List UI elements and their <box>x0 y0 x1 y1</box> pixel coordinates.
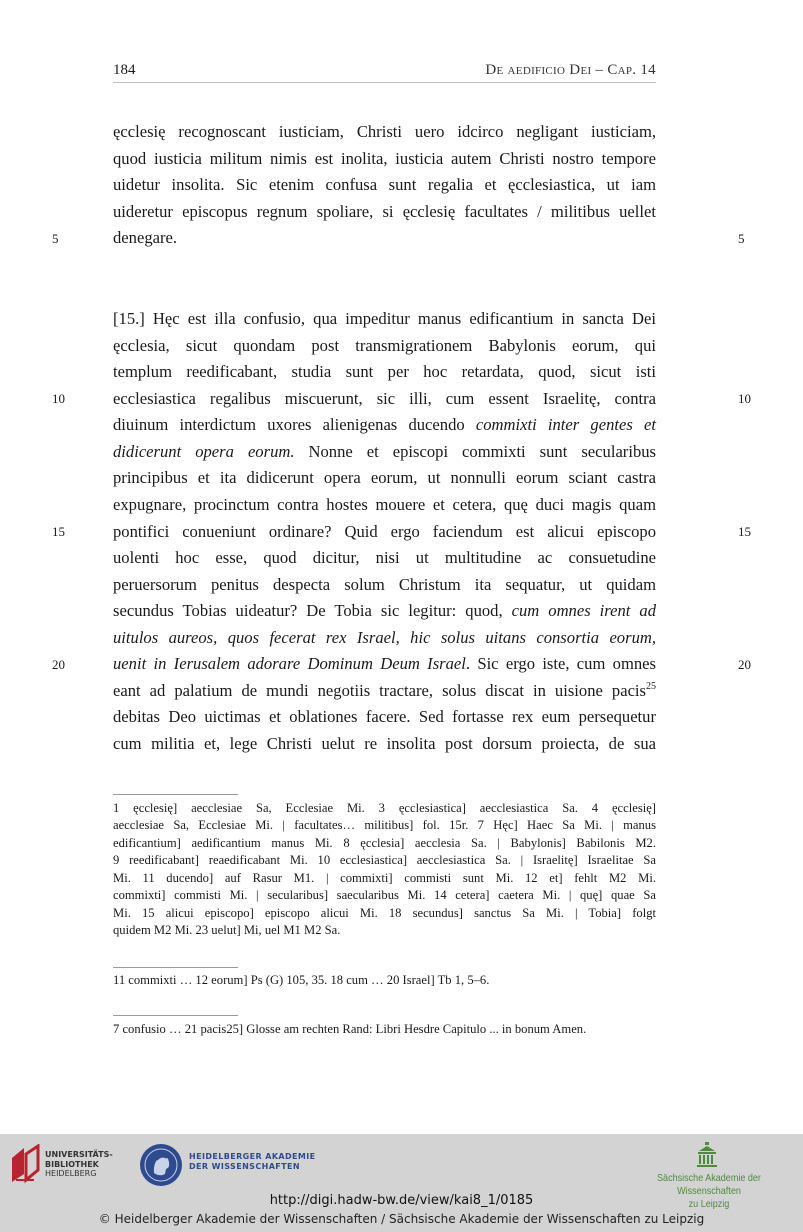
line-number-right: 15 <box>738 524 751 539</box>
running-title: De aedificio Dei – Cap. 14 <box>485 62 656 78</box>
line-number-left: 15 <box>52 524 65 539</box>
text-line: [15.] Hęc est illa confusio, qua impeditur manus edificantium in sancta Dei <box>113 309 656 328</box>
apparatus-line: Mi. 11 ducendo] auf Rasur M1. | commixti] commisti sunt Mi. 12 et] fehlt M2 Mi. <box>113 871 656 885</box>
notes-apparatus-line: 7 confusio … 21 pacis25] Glosse am rechten Rand: Libri Hesdre Capitulo ... in bonum Amen. <box>113 1022 587 1036</box>
text-line: ęcclesia, sicut quondam post transmigrationem Babylonis eorum, qui <box>113 336 656 355</box>
text-line: denegare. <box>113 228 178 247</box>
footer-band <box>0 1134 803 1232</box>
line-number-right: 10 <box>738 391 751 406</box>
text-line <box>113 625 656 651</box>
quotation-italic: uitulos aureos, quos fecerat rex Israel, hic solus uitans consortia eorum, <box>113 628 656 647</box>
text-line: peruersorum penitus despecta solum Christum ita sequatur, ut quidam <box>113 575 656 594</box>
text-line: principibus et ita didicerunt opera eorum, ut nonnulli eorum sciant castra <box>113 468 656 487</box>
text-line: uidetur insolita. Sic etenim confusa sunt regalia et ęcclesiastica, ut iam <box>113 175 656 194</box>
text-line: ęcclesię recognoscant iusticiam, Christi uero idcirco negligant iusticiam, <box>113 122 656 141</box>
apparatus-divider <box>113 1015 238 1016</box>
text-line: expugnare, procinctum contra hostes mouere et cetera, quę duci magis quam <box>113 495 656 514</box>
university-library-logo-icon <box>8 1144 44 1184</box>
saxon-academy-wordmark: Sächsische Akademie der Wissenschaften zu Leipzig <box>657 1172 761 1210</box>
copyright-notice: © Heidelberger Akademie der Wissenschaften / Sächsische Akademie der Wissenschaften zu Leipzig <box>98 1212 705 1226</box>
page-number: 184 <box>113 62 136 78</box>
text-line: diuinum interdictum uxores alienigenas ducendo commixti inter gentes et <box>113 415 656 434</box>
footnote-marker: 25 <box>646 681 656 692</box>
apparatus-line: Mi. 15 alicui episcopo] episcopo alicui Mi. 18 secundus] sanctus Sa Mi. | Tobia] folgt <box>113 906 656 920</box>
text-line: ecclesiastica regalibus miscuerunt, sic illi, cum essent Israelitę, contra <box>113 389 656 408</box>
permalink-url[interactable]: http://digi.hadw-bw.de/view/kai8_1/0185 <box>269 1193 534 1208</box>
line-number-left: 5 <box>52 231 59 246</box>
apparatus-line: edificantium] aedificantium manus Mi. 8 ęcclesia] aecclesia Sa. | Babylonis] Babilonis M2. <box>113 836 656 850</box>
apparatus-line: 1 ęcclesię] aecclesiae Sa, Ecclesiae Mi. 3 ęcclesiastica] aecclesiastica Sa. 4 ęcclesię] <box>113 801 656 815</box>
text-line: templum reedificabant, studia sunt per hoc retardata, quod, sicut isti <box>113 362 656 381</box>
quotation-italic: cum omnes irent ad <box>511 601 657 620</box>
text-line: uideretur episcopus regnum spoliare, si ęcclesię facultates / militibus uellet <box>113 202 656 221</box>
sources-apparatus-line: 11 commixti … 12 eorum] Ps (G) 105, 35. 18 cum … 20 Israel] Tb 1, 5–6. <box>113 973 490 987</box>
quotation-italic: uenit in Ierusalem adorare Dominum Deum Israel <box>113 654 466 673</box>
line-number-left: 20 <box>52 657 65 672</box>
apparatus-line: aecclesiae Sa, Ecclesiae Mi. | facultates… militibus] fol. 15r. 7 Hęc] Haec Sa Mi. | manus <box>113 818 656 832</box>
apparatus-divider <box>113 794 238 795</box>
university-library-wordmark: UNIVERSITÄTS- BIBLIOTHEK HEIDELBERG <box>45 1150 113 1178</box>
text-line: eant ad palatium de mundi negotiis tractare, solus discat in uisione pacis$^{25}$ <box>113 681 656 700</box>
apparatus-line: commixti] commisti Mi. | secularibus] saecularibus Mi. 14 cetera] caetera Mi. | quę] quae Sa <box>113 888 656 902</box>
text-line: secundus Tobias uideatur? De Tobia sic legitur: quod, cum omnes irent ad <box>113 601 657 620</box>
apparatus-line: quidem M2 Mi. 23 uelut] Mi, uel M1 M2 Sa. <box>113 923 341 937</box>
quotation-italic: didicerunt opera eorum. <box>113 442 295 461</box>
text-line: pontifici conueniunt ordinare? Quid ergo faciendum est alicui episcopo <box>113 522 656 541</box>
apparatus-line: 9 reedificabant] reaedificabant Mi. 10 ecclesiastica] aecclesiastica Sa. | Israelitę] Israelitae Sa <box>113 853 656 867</box>
text-line: debitas Deo uictimas et oblationes facere. Sed fortasse rex eum persequetur <box>113 707 656 726</box>
apparatus-divider <box>113 967 238 968</box>
running-header <box>113 60 656 83</box>
text-line: uolenti hoc esse, quod dicitur, nisi ut multitudine ac consuetudine <box>113 548 656 567</box>
text-line: quod iusticia militum nimis est inolita, iusticia autem Christi nostro tempore <box>113 149 656 168</box>
text-line: didicerunt opera eorum. Nonne et episcopi commixti sunt secularibus <box>113 442 656 461</box>
academy-seal-icon <box>138 1142 184 1188</box>
text-line: uenit in Ierusalem adorare Dominum Deum Israel. Sic ergo iste, cum omnes <box>113 654 657 673</box>
line-number-left: 10 <box>52 391 65 406</box>
saxon-academy-building-icon <box>696 1142 718 1168</box>
quotation-italic: commixti inter gentes et <box>475 415 656 434</box>
line-number-right: 20 <box>738 657 751 672</box>
academy-wordmark: HEIDELBERGER AKADEMIE DER WISSENSCHAFTEN <box>189 1152 316 1171</box>
text-line: cum militia et, lege Christi uelut re insolita post dorsum proiecta, de sua <box>113 734 656 753</box>
line-number-right: 5 <box>738 231 745 246</box>
